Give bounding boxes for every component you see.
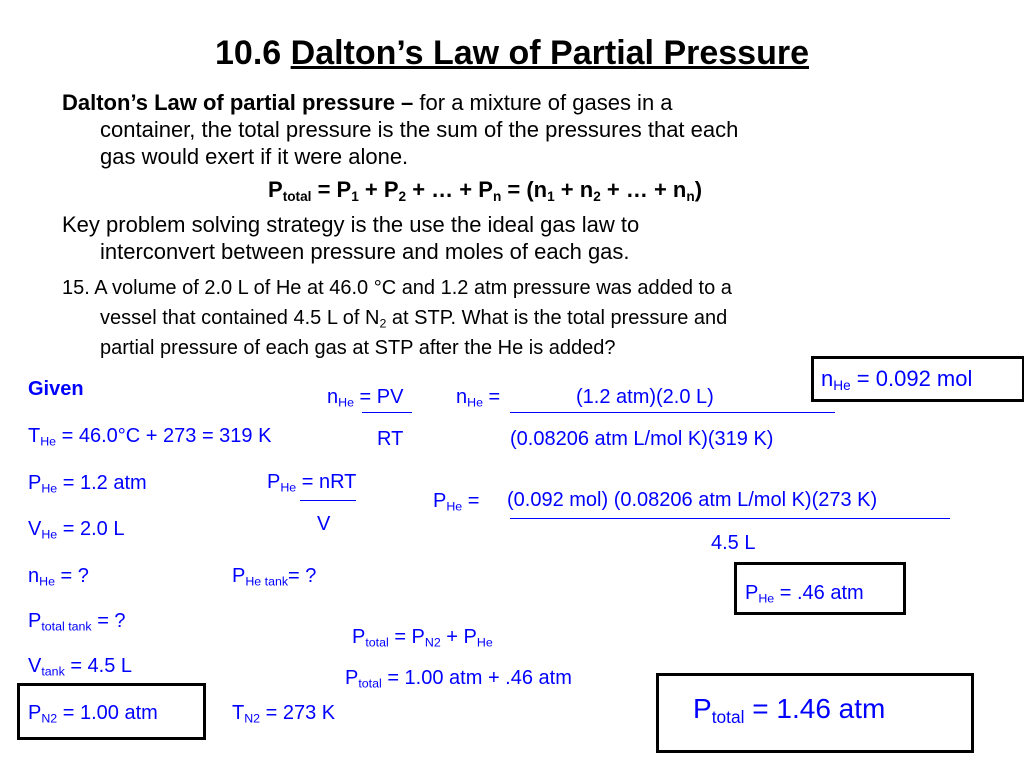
strategy-line2: interconvert between pressure and moles of each gas. bbox=[100, 239, 630, 264]
dalton-formula: $P_{total} = P_1 + P_2$ + … + $P_n = (n_1 + n_2$ + … + $n_n$) bbox=[268, 177, 703, 204]
eq-n-He-substituted: $n_{He}$ = bbox=[456, 386, 501, 410]
definition-line1: for a mixture of gases in a bbox=[419, 90, 673, 115]
strategy-paragraph bbox=[62, 211, 639, 265]
definition-line2: container, the total pressure is the sum of the pressures that each bbox=[100, 117, 739, 142]
eq-n-He-denominator: RT bbox=[377, 428, 404, 450]
fraction-bar bbox=[510, 518, 950, 519]
P-He-tank-unknown: $P_{He tank}=$ ? bbox=[232, 565, 317, 589]
given-V-He: $V_{He} = 2.0$ L bbox=[28, 518, 125, 542]
strategy-line1: Key problem solving strategy is the use the ideal gas law to bbox=[62, 212, 640, 237]
page-title bbox=[0, 34, 1024, 73]
definition-term: Dalton’s Law of partial pressure – bbox=[62, 90, 414, 115]
n-He-result: $n_{He} = 0.092$ mol bbox=[821, 366, 973, 393]
P-total-sum-formula: $P_{total} = P_{N2} + P_{He}$ bbox=[352, 626, 493, 650]
fraction-bar bbox=[300, 500, 356, 501]
title-text: Dalton’s Law of Partial Pressure bbox=[290, 34, 809, 72]
eq-P-He-denominator: V bbox=[317, 513, 331, 535]
eq-P-He-substituted: $P_{He}$ = bbox=[433, 490, 480, 514]
eq-P-He-numerator: (0.092 mol) (0.08206 atm L/mol K)(273 K) bbox=[507, 489, 878, 511]
given-P-He: $P_{He} = 1.2$ atm bbox=[28, 472, 147, 496]
given-V-tank: $V_{tank} = 4.5$ L bbox=[28, 655, 133, 679]
problem-line1: 15. A volume of 2.0 L of He at 46.0 °C and 1.2 atm pressure was added to a bbox=[62, 277, 732, 299]
title-number: 10.6 bbox=[215, 34, 282, 72]
P-He-result: $P_{He} = .46$ atm bbox=[745, 582, 864, 606]
eq-P-He-formula: $P_{He}$ = nRT bbox=[267, 471, 357, 495]
eq-n-He-formula: $n_{He}$ = PV bbox=[327, 386, 404, 410]
given-heading: Given bbox=[28, 378, 84, 400]
problem-line3: partial pressure of each gas at STP after the He is added? bbox=[100, 337, 616, 359]
problem-line2: vessel that contained 4.5 L of $N_2$ at STP. What is the total pressure and bbox=[100, 307, 728, 331]
given-P-total-tank: $P_{total tank}$ = ? bbox=[28, 610, 126, 634]
eq-n-He-numerator: (1.2 atm)(2.0 L) bbox=[576, 386, 714, 408]
given-P-N2: $P_{N2} = 1.00$ atm bbox=[28, 702, 158, 726]
given-T-N2: $T_{N2} = 273$ K bbox=[232, 702, 336, 726]
definition-line3: gas would exert if it were alone. bbox=[100, 144, 409, 169]
given-n-He: $n_{He}$ = ? bbox=[28, 565, 89, 589]
final-answer: $P_{total} = 1.46$ atm bbox=[693, 693, 886, 727]
given-T-He: $T_{He} = 46.0^\circ C + 273 = 319$ K bbox=[28, 425, 272, 449]
fraction-bar bbox=[510, 412, 835, 413]
P-total-sum-values: $P_{total} = 1.00$ atm + .46 atm bbox=[345, 667, 572, 691]
definition-paragraph bbox=[62, 89, 738, 170]
eq-P-He-sub-denominator: 4.5 L bbox=[711, 532, 756, 554]
problem-paragraph bbox=[62, 273, 732, 363]
fraction-bar bbox=[362, 412, 412, 413]
eq-n-He-sub-denominator: (0.08206 atm L/mol K)(319 K) bbox=[510, 428, 774, 450]
